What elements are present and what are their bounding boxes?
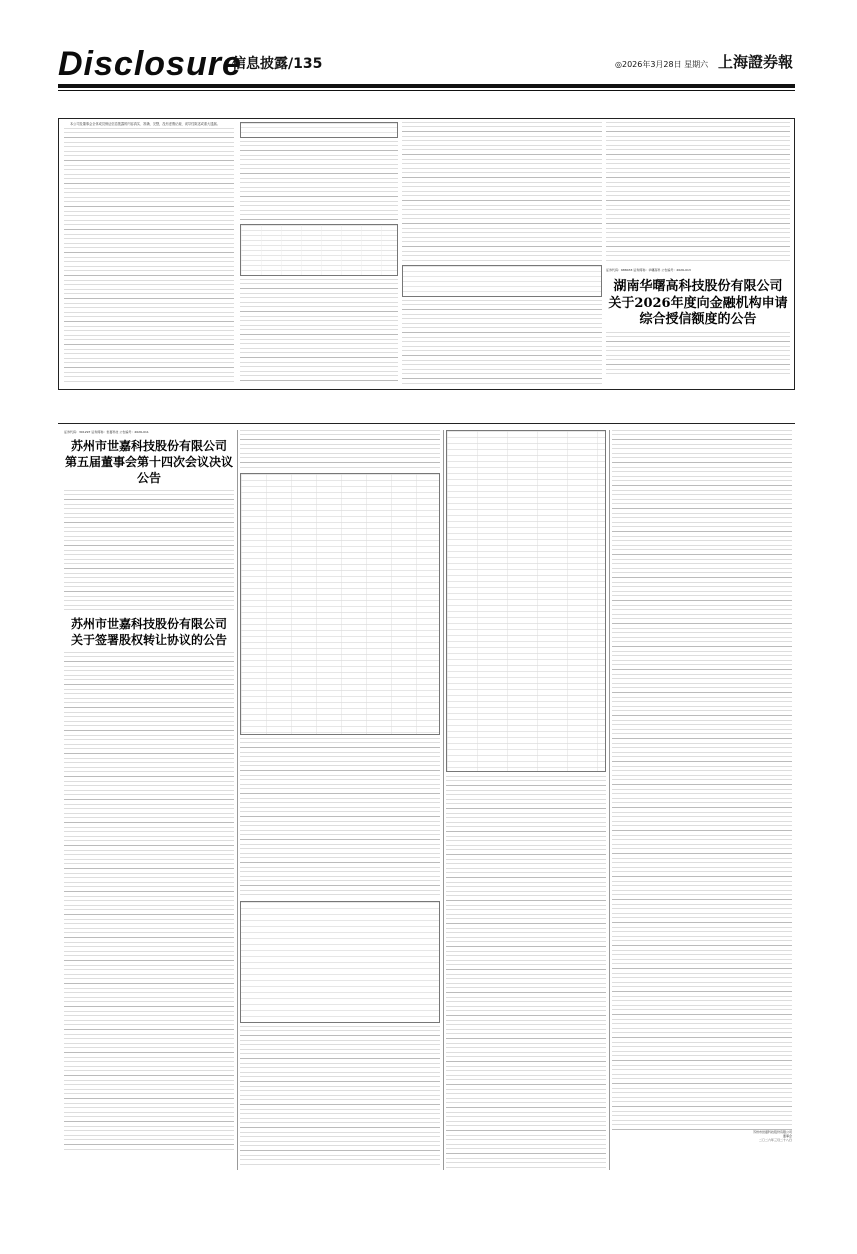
text-lines: [240, 279, 398, 384]
text-block: 本公司及董事会全体成员保证信息披露的内容真实、准确、完整，没有虚假记载、误导性陈述或重大遗漏。: [70, 122, 220, 126]
section-title: 信息披露/135: [232, 56, 323, 72]
column-divider: [443, 430, 444, 1170]
brand-logo: Disclosure: [58, 45, 242, 83]
data-table: [240, 224, 398, 276]
data-table: [240, 122, 398, 138]
text-lines: [606, 332, 790, 376]
issue-date: ◎2026年3月28日 星期六: [615, 60, 709, 69]
signature-board: 董事会: [782, 1134, 792, 1138]
text-lines: [64, 128, 234, 384]
announcement-title: 关于2026年度向金融机构申请综合授信额度的公告: [608, 296, 788, 327]
top-col-4: [606, 122, 790, 384]
text-lines: [240, 141, 398, 221]
text-lines: [64, 652, 234, 1152]
data-table: [446, 430, 606, 772]
section-rule: [58, 423, 795, 424]
masthead-rule: [58, 84, 795, 88]
text-lines: [606, 122, 790, 262]
bottom-col-1: [64, 430, 234, 1170]
text-lines: [446, 776, 606, 1170]
top-col-2: [240, 122, 398, 384]
newspaper-name: 上海證券報: [718, 53, 794, 71]
announcement-company: 湖南华曙高科技股份有限公司: [613, 279, 783, 294]
text-lines: [240, 430, 440, 470]
column-divider: [237, 430, 238, 1170]
announcement-code-line: 证券代码：301297 证券简称：世嘉科技 公告编号：2026-011: [64, 430, 149, 434]
masthead: [0, 0, 857, 100]
bottom-col-4: [612, 430, 792, 1170]
top-col-3: [402, 122, 602, 384]
announcement-title-2: 关于签署股权转让协议的公告: [70, 633, 227, 647]
bottom-col-2: [240, 430, 440, 1170]
text-lines: [402, 122, 602, 262]
bottom-col-3: [446, 430, 606, 1170]
data-table: [240, 473, 440, 735]
signature-date: 二〇二六年三月二十八日: [758, 1138, 792, 1142]
announcement-company-2: 苏州市世嘉科技股份有限公司: [70, 617, 227, 631]
announcement-title: 第五届董事会第十四次会议决议公告: [64, 455, 233, 485]
data-table: [402, 265, 602, 297]
signature-company: 苏州市世嘉科技股份有限公司: [752, 1130, 792, 1134]
data-table: [240, 901, 440, 1023]
column-divider: [609, 430, 610, 1170]
text-lines: [64, 490, 234, 610]
masthead-rule-thin: [58, 90, 795, 91]
announcement-company: 苏州市世嘉科技股份有限公司: [70, 439, 227, 453]
text-lines: [402, 300, 602, 384]
top-col-1: [64, 122, 234, 384]
text-lines: [612, 430, 792, 1130]
text-lines: [240, 738, 440, 898]
announcement-code-line: 证券代码：688433 证券简称：华曙高科 公告编号：2026-013: [606, 268, 691, 272]
text-lines: [240, 1026, 440, 1166]
